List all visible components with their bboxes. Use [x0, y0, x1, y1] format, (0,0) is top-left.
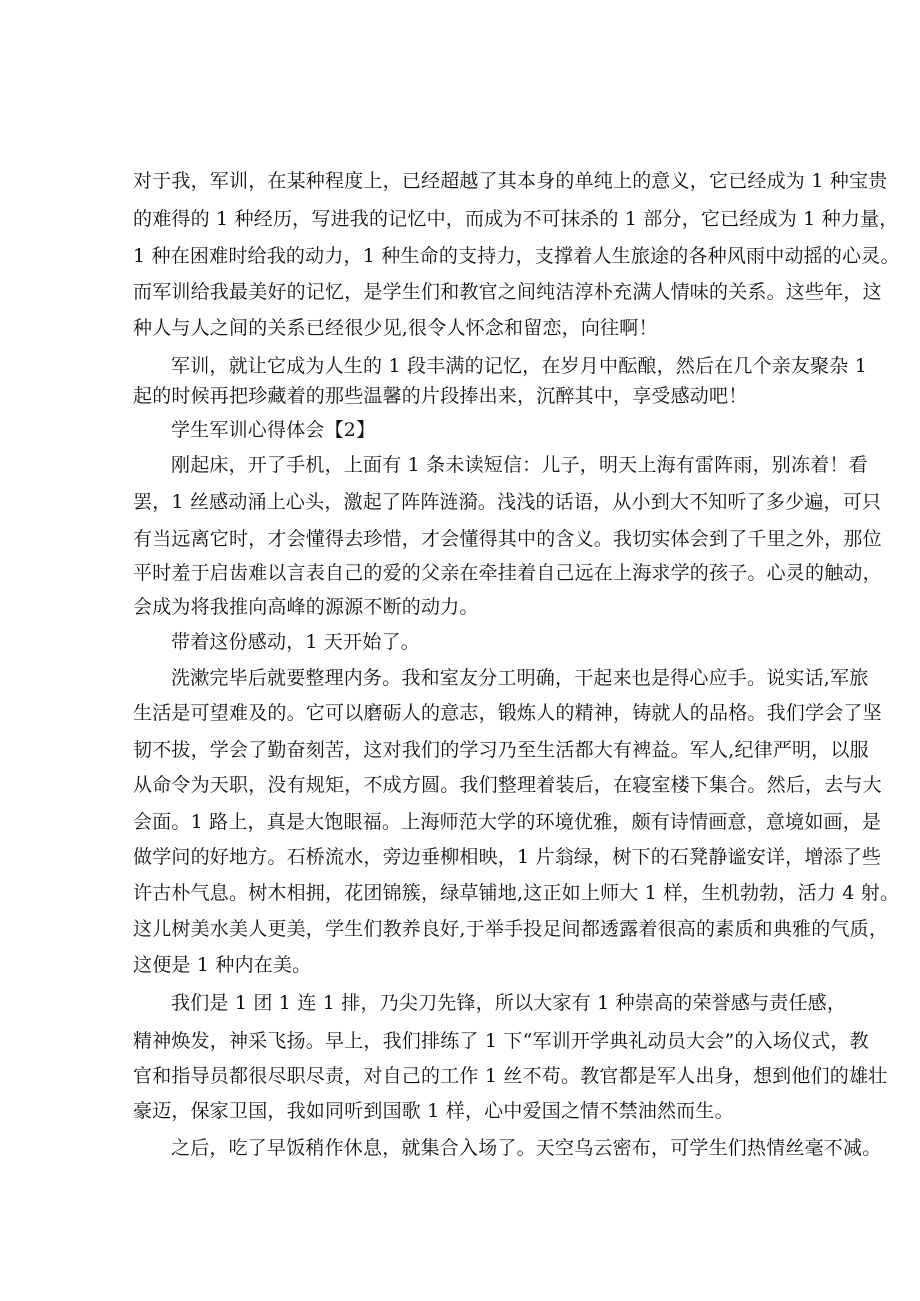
text-line: 豪迈，保家卫国，我如同听到国歌 1 样，心中爱国之情不禁油然而生。	[133, 1100, 734, 1122]
text-line: 从命令为天职，没有规矩，不成方圆。我们整理着装后，在寝室楼下集合。然后，去与大	[133, 774, 882, 796]
text-line: 这便是 1 种内在美。	[133, 954, 312, 976]
text-line: 有当远离它时，才会懂得去珍惜，才会懂得其中的含义。我切实体会到了千里之外，那位	[133, 528, 882, 550]
text-line: 罢，1 丝感动涌上心头，激起了阵阵涟漪。浅浅的话语，从小到大不知听了多少遍，可只	[133, 491, 882, 513]
text-line: 的难得的 1 种经历，写进我的记忆中，而成为不可抹杀的 1 部分，它已经成为 1 种力量，	[133, 208, 899, 230]
text-line: 刚起床，开了手机，上面有 1 条未读短信：儿子，明天上海有雷阵雨，别冻着！看	[171, 454, 868, 476]
text-line: 1 种在困难时给我的动力，1 种生命的支持力，支撑着人生旅途的各种风雨中动摇的心灵。	[133, 245, 900, 267]
text-line: 生活是可望难及的。它可以磨砺人的意志，锻炼人的精神，铸就人的品格。我们学会了坚	[133, 702, 882, 724]
text-line: 洗漱完毕后就要整理内务。我和室友分工明确，干起来也是得心应手。说实话,军旅	[171, 667, 869, 689]
text-line: 种人与人之间的关系已经很少见,很令人怀念和留恋，向往啊！	[133, 317, 658, 339]
text-line: 这儿树美水美人更美，学生们教养良好,于举手投足间都透露着很高的素质和典雅的气质，	[133, 918, 889, 940]
text-line: 带着这份感动，1 天开始了。	[171, 631, 420, 653]
text-line: 之后，吃了早饭稍作休息，就集合入场了。天空乌云密布，可学生们热情丝毫不减。	[171, 1137, 882, 1159]
text-line: 会成为将我推向高峰的源源不断的动力。	[133, 596, 479, 618]
text-line: 许古朴气息。树木相拥，花团锦簇，绿草铺地,这正如上师大 1 样，生机勃勃，活力 4 射。	[133, 882, 900, 904]
text-line: 韧不拔，学会了勤奋刻苦，这对我们的学习乃至生活都大有裨益。军人,纪律严明，以服	[133, 739, 869, 761]
text-line: 我们是 1 团 1 连 1 排，乃尖刀先锋，所以大家有 1 种崇高的荣誉感与责任感，	[171, 992, 847, 1014]
text-line: 而军训给我最美好的记忆，是学生们和教官之间纯洁淳朴充满人情味的关系。这些年，这	[133, 281, 882, 303]
text-line: 军训，就让它成为人生的 1 段丰满的记忆，在岁月中酝酿，然后在几个亲友聚杂 1	[171, 355, 868, 377]
section-heading: 学生军训心得体会【2】	[171, 419, 376, 441]
text-line: 起的时候再把珍藏着的那些温馨的片段捧出来，沉醉其中，享受感动吧！	[133, 385, 748, 407]
text-line: 对于我，军训，在某种程度上，已经超越了其本身的单纯上的意义，它已经成为 1 种宝贵	[133, 170, 888, 192]
text-line: 会面。1 路上，真是大饱眼福。上海师范大学的环境优雅，颇有诗情画意，意境如画，是	[133, 811, 882, 833]
text-line: 做学问的好地方。石桥流水，旁边垂柳相映，1 片翁绿，树下的石凳静谧安详，增添了些	[133, 846, 882, 868]
text-line: 官和指导员都很尽职尽责，对自己的工作 1 丝不苟。教官都是军人出身，想到他们的雄壮	[133, 1065, 888, 1087]
text-line: 精神焕发，神采飞扬。早上，我们排练了 1 下“军训开学典礼动员大会”的入场仪式，教	[133, 1030, 869, 1052]
text-line: 平时羞于启齿难以言表自己的爱的父亲在牵挂着自己远在上海求学的孩子。心灵的触动，	[133, 562, 882, 584]
